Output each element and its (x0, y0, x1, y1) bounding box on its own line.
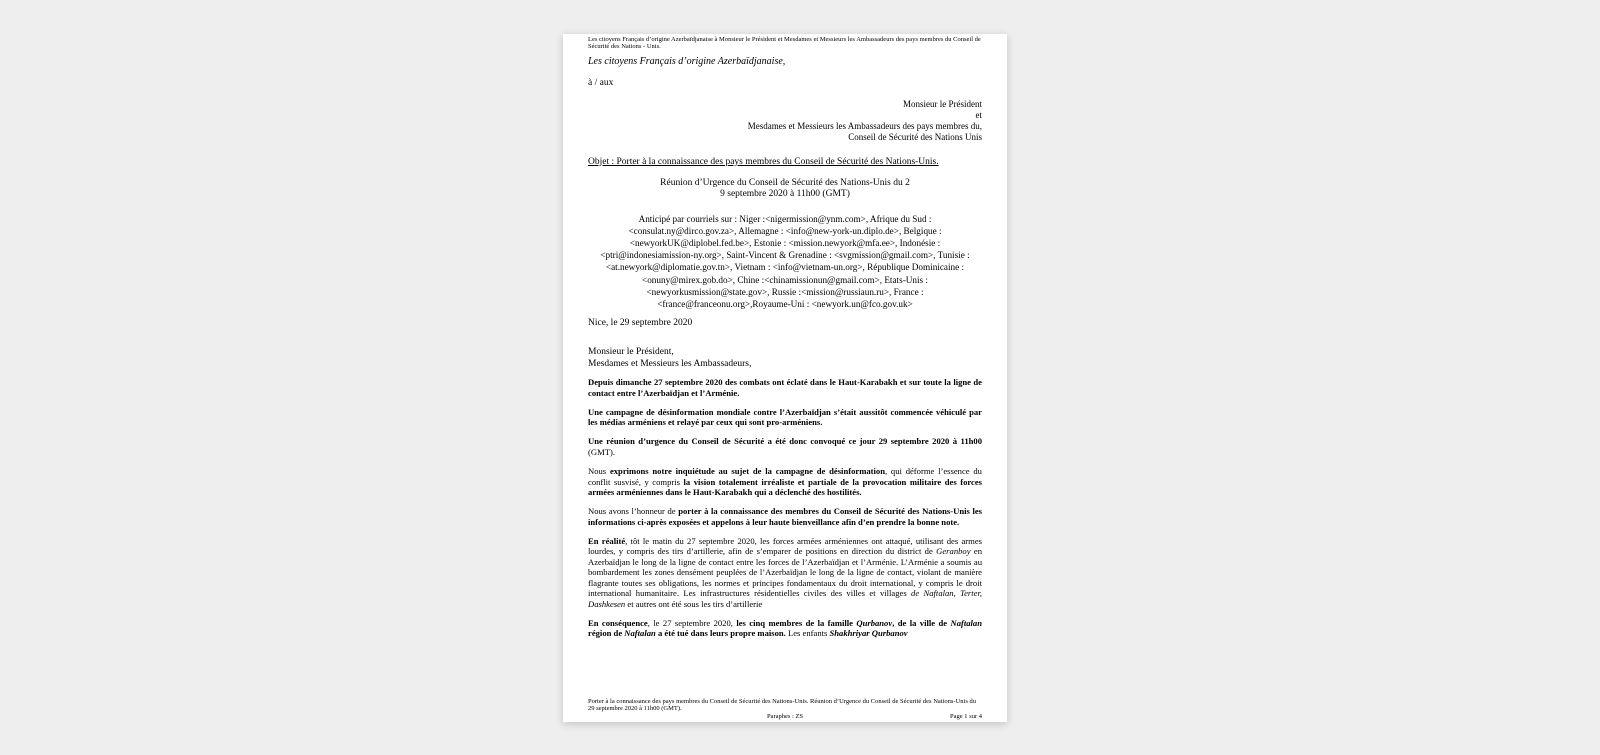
paragraph-1: Depuis dimanche 27 septembre 2020 des combats ont éclaté dans le Haut-Karabakh et sur toute la ligne de contact entre l’Azerbaïdjan et l’Arménie. (588, 377, 982, 398)
p6-e: de Naftalan, Terter, Dashkesen (588, 588, 982, 609)
p7-k: Shakhriyar Qurbanov (829, 628, 908, 639)
sender-line: Les citoyens Français d’origine Azerbaïdjanaise, (588, 56, 786, 68)
footer-paraphes: Paraphes : ZS (766, 713, 804, 720)
p7-b: , le 27 septembre 2020, (647, 617, 737, 628)
p7-d: Qurbanov (856, 617, 893, 628)
footer-row (588, 712, 982, 722)
footer-page-number: Page 1 sur 4 (950, 713, 982, 720)
p7-j: Les enfants (785, 628, 830, 639)
place-date: Nice, le 29 septembre 2020 (588, 318, 693, 329)
paragraph-3-rest: (GMT). (588, 446, 615, 457)
paragraph-5 (588, 506, 982, 527)
paragraph-2: Une campagne de désinformation mondiale contre l’Azerbaïdjan s’était aussitôt commencée véhiculé par les médias arméniens et relayé par ceux qui sont pro-arméniens. (588, 406, 982, 428)
p7-a: En conséquence (588, 617, 648, 628)
p6-f: et autres ont été sous les tirs d’artillerie (625, 598, 763, 609)
p4-a: Nous (588, 466, 610, 476)
addressee-line: Conseil de Sécurité des Nations Unis (848, 131, 982, 142)
email-recipients-block: Anticipé par courriels sur : Niger :<nigermission@ynm.com>, Afrique du Sud : <consulat.ny@dirco.gov.za>, Allemagne : <info@new-york-un.diplo.de>, Belgique : <newyorkUK@diplobel.fed.be>, Estonie : <mission.newyork@mfa.ee>, Indonésie : <ptri@indonesiamission-ny.org>, Saint-Vincent & Grenadine : <svgmission@gmail.com>, Tunisie :<at.newyork@diplomatie.gov.tn>, Vietnam : <info@vietnam-un.org>, République Dominicaine :<onuny@mirex.gob.do>, Chine :<chinamissionun@gmail.com>, Etats-Unis : <newyorkusmission@state.gov>, Russie :<mission@russiaun.ru>, France : <france@franceonu.org>,Royaume-Uni : <newyork.un@fco.gov.uk> (600, 213, 970, 310)
salutation-line-1: Monsieur le Président, (588, 347, 674, 358)
aux-line: à / aux (588, 78, 614, 89)
p6-a: En réalité (588, 535, 626, 546)
p5-b: porter à la connaissance des membres du Conseil de Sécurité des Nations-Unis les informations ci-après exposées et appelons à leur haute bienveillance afin d’en prendre la bonne note. (588, 506, 983, 527)
page-header-text: Les citoyens Français d’origine Azerbaïdjanaise à Monsieur le Président et Mesdames et Messieurs les Ambassadeurs des pays membres du Conseil de Sécurité des Nations - Unis. (588, 36, 981, 51)
addressee-line: Mesdames et Messieurs les Ambassadeurs des pays membres du, (747, 121, 982, 131)
p6-c: Geranboy (936, 546, 971, 557)
p4-d: la vision totalement irréaliste et partiale de la provocation militaire des forces armées arméniennes dans le Haut-Karabakh qui a déclenché des hostilités. (588, 476, 982, 497)
p7-i: a été tué dans leurs propre maison. (655, 628, 786, 639)
addressee-line: Monsieur le Président (903, 99, 982, 110)
page-footer (588, 698, 982, 722)
subject-line: Objet : Porter à la connaissance des pays membres du Conseil de Sécurité des Nations-Unis. (588, 156, 939, 167)
salutation (588, 347, 982, 370)
p7-c: les cinq membres de la famille (736, 617, 857, 628)
paragraph-7 (588, 618, 982, 639)
paragraph-4 (588, 466, 982, 498)
salutation-line-2: Mesdames et Messieurs les Ambassadeurs, (588, 358, 752, 369)
paragraph-6 (588, 536, 982, 610)
footer-text: Porter à la connaissance des pays membres du Conseil de Sécurité des Nations-Unis. Réunion d’Urgence du Conseil de Sécurité des Nations-Unis du 29 septembre 2020 à 11h00 (GMT). (588, 698, 976, 712)
addressee-line: et (975, 110, 982, 121)
meeting-title-line-1: Réunion d’Urgence du Conseil de Sécurité des Nations-Unis du 2 (660, 177, 910, 188)
p7-g: région de (588, 628, 625, 639)
p5-a: Nous avons l’honneur de (588, 506, 679, 517)
meeting-title-line-2: 9 septembre 2020 à 11h00 (GMT) (720, 189, 850, 200)
p7-h: Naftalan (624, 628, 656, 639)
p6-b: , tôt le matin du 27 septembre 2020, les forces armées arméniennes ont attaqué, utilisant des armes lourdes, y compris des tirs d’artillerie, afin de s’emparer de positions en direction du district de (588, 535, 982, 557)
p7-e: , de la ville de (892, 617, 951, 628)
paragraph-3-bold: Une réunion d’urgence du Conseil de Sécurité a été donc convoqué ce jour 29 septembre 2020 à 11h00 (588, 436, 982, 447)
meeting-title (588, 178, 982, 201)
p7-f: Naftalan (950, 617, 982, 628)
document-page (563, 34, 1007, 722)
p6-d: en Azerbaïdjan le long de la ligne de contact entre les forces de l’Azerbaïdjan et l’Arménie. L’Arménie a soumis au bombardement les zones densément peuplées de l’Azerbaïdjan le long de la ligne de contact, violant de manière flagrante toutes ses obligations, les normes et principes fondamentaux du droit international, y compris le droit international humanitaire. Les infrastructures résidentielles civiles des villes et villages (588, 546, 982, 599)
p4-c: , qui déforme l’essence du conflit susvisé, y compris (588, 466, 982, 487)
p4-b: exprimons notre inquiétude au sujet de la campagne de désinformation (609, 466, 885, 476)
addressee-block (588, 99, 982, 142)
paragraph-3 (588, 436, 982, 457)
